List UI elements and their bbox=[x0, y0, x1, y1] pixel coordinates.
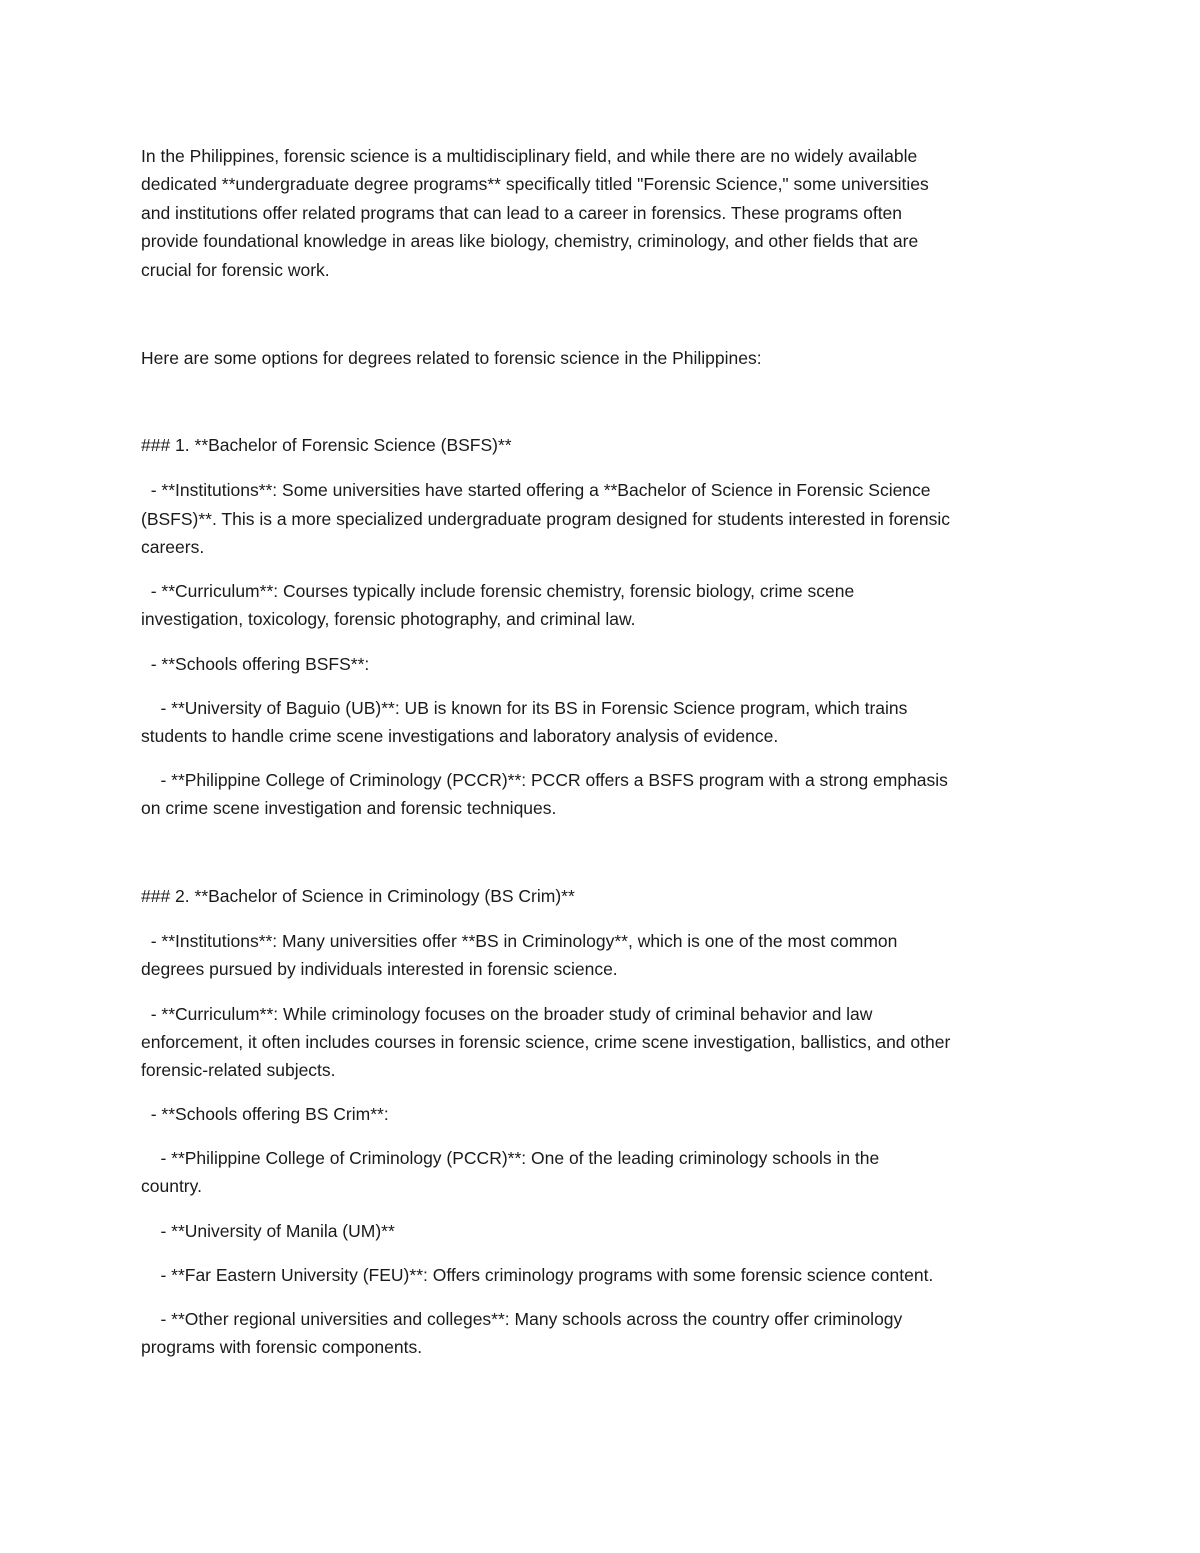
item-line: country. bbox=[141, 1176, 202, 1196]
item-line: on crime scene investigation and forensic techniques. bbox=[141, 798, 557, 818]
intro-line: In the Philippines, forensic science is a multidisciplinary field, and while there are no widely available bbox=[141, 146, 918, 166]
item-line: investigation, toxicology, forensic photography, and criminal law. bbox=[141, 609, 636, 629]
item-line: careers. bbox=[141, 537, 205, 557]
item-line: programs with forensic components. bbox=[141, 1337, 423, 1357]
item-line: (BSFS)**. This is a more specialized undergraduate program designed for students interested in forensic bbox=[141, 509, 950, 529]
intro-line: provide foundational knowledge in areas like biology, chemistry, criminology, and other fields that are bbox=[141, 231, 919, 251]
item-line: forensic-related subjects. bbox=[141, 1060, 336, 1080]
item-line: - **University of Baguio (UB)**: UB is known for its BS in Forensic Science program, which trains bbox=[141, 698, 908, 718]
schools-label: - **Schools offering BS Crim**: bbox=[141, 1104, 389, 1124]
section-heading: ### 2. **Bachelor of Science in Criminology (BS Crim)** bbox=[141, 886, 575, 906]
item-line: - **Philippine College of Criminology (PCCR)**: One of the leading criminology schools in the bbox=[141, 1148, 880, 1168]
school-item-um: - **University of Manila (UM)** bbox=[141, 1221, 395, 1241]
school-item-feu: - **Far Eastern University (FEU)**: Offers criminology programs with some forensic science content. bbox=[141, 1265, 934, 1285]
item-line: enforcement, it often includes courses in forensic science, crime scene investigation, ballistics, and other bbox=[141, 1032, 951, 1052]
intro-line: dedicated **undergraduate degree programs** specifically titled "Forensic Science," some universities bbox=[141, 174, 929, 194]
item-line: - **Curriculum**: While criminology focuses on the broader study of criminal behavior and law bbox=[141, 1004, 873, 1024]
intro-line: and institutions offer related programs that can lead to a career in forensics. These programs often bbox=[141, 203, 903, 223]
item-line: degrees pursued by individuals interested in forensic science. bbox=[141, 959, 618, 979]
item-line: students to handle crime scene investigations and laboratory analysis of evidence. bbox=[141, 726, 779, 746]
section-heading: ### 1. **Bachelor of Forensic Science (BSFS)** bbox=[141, 435, 512, 455]
item-line: - **Curriculum**: Courses typically include forensic chemistry, forensic biology, crime scene bbox=[141, 581, 855, 601]
schools-label: - **Schools offering BSFS**: bbox=[141, 654, 370, 674]
item-line: - **Philippine College of Criminology (PCCR)**: PCCR offers a BSFS program with a strong emphasis bbox=[141, 770, 948, 790]
item-line: - **Other regional universities and colleges**: Many schools across the country offer criminology bbox=[141, 1309, 903, 1329]
item-line: - **Institutions**: Some universities have started offering a **Bachelor of Science in Forensic Science bbox=[141, 480, 931, 500]
item-line: - **Institutions**: Many universities offer **BS in Criminology**, which is one of the most common bbox=[141, 931, 898, 951]
lead-in-paragraph: Here are some options for degrees related to forensic science in the Philippines: bbox=[141, 348, 762, 368]
intro-line: crucial for forensic work. bbox=[141, 260, 330, 280]
